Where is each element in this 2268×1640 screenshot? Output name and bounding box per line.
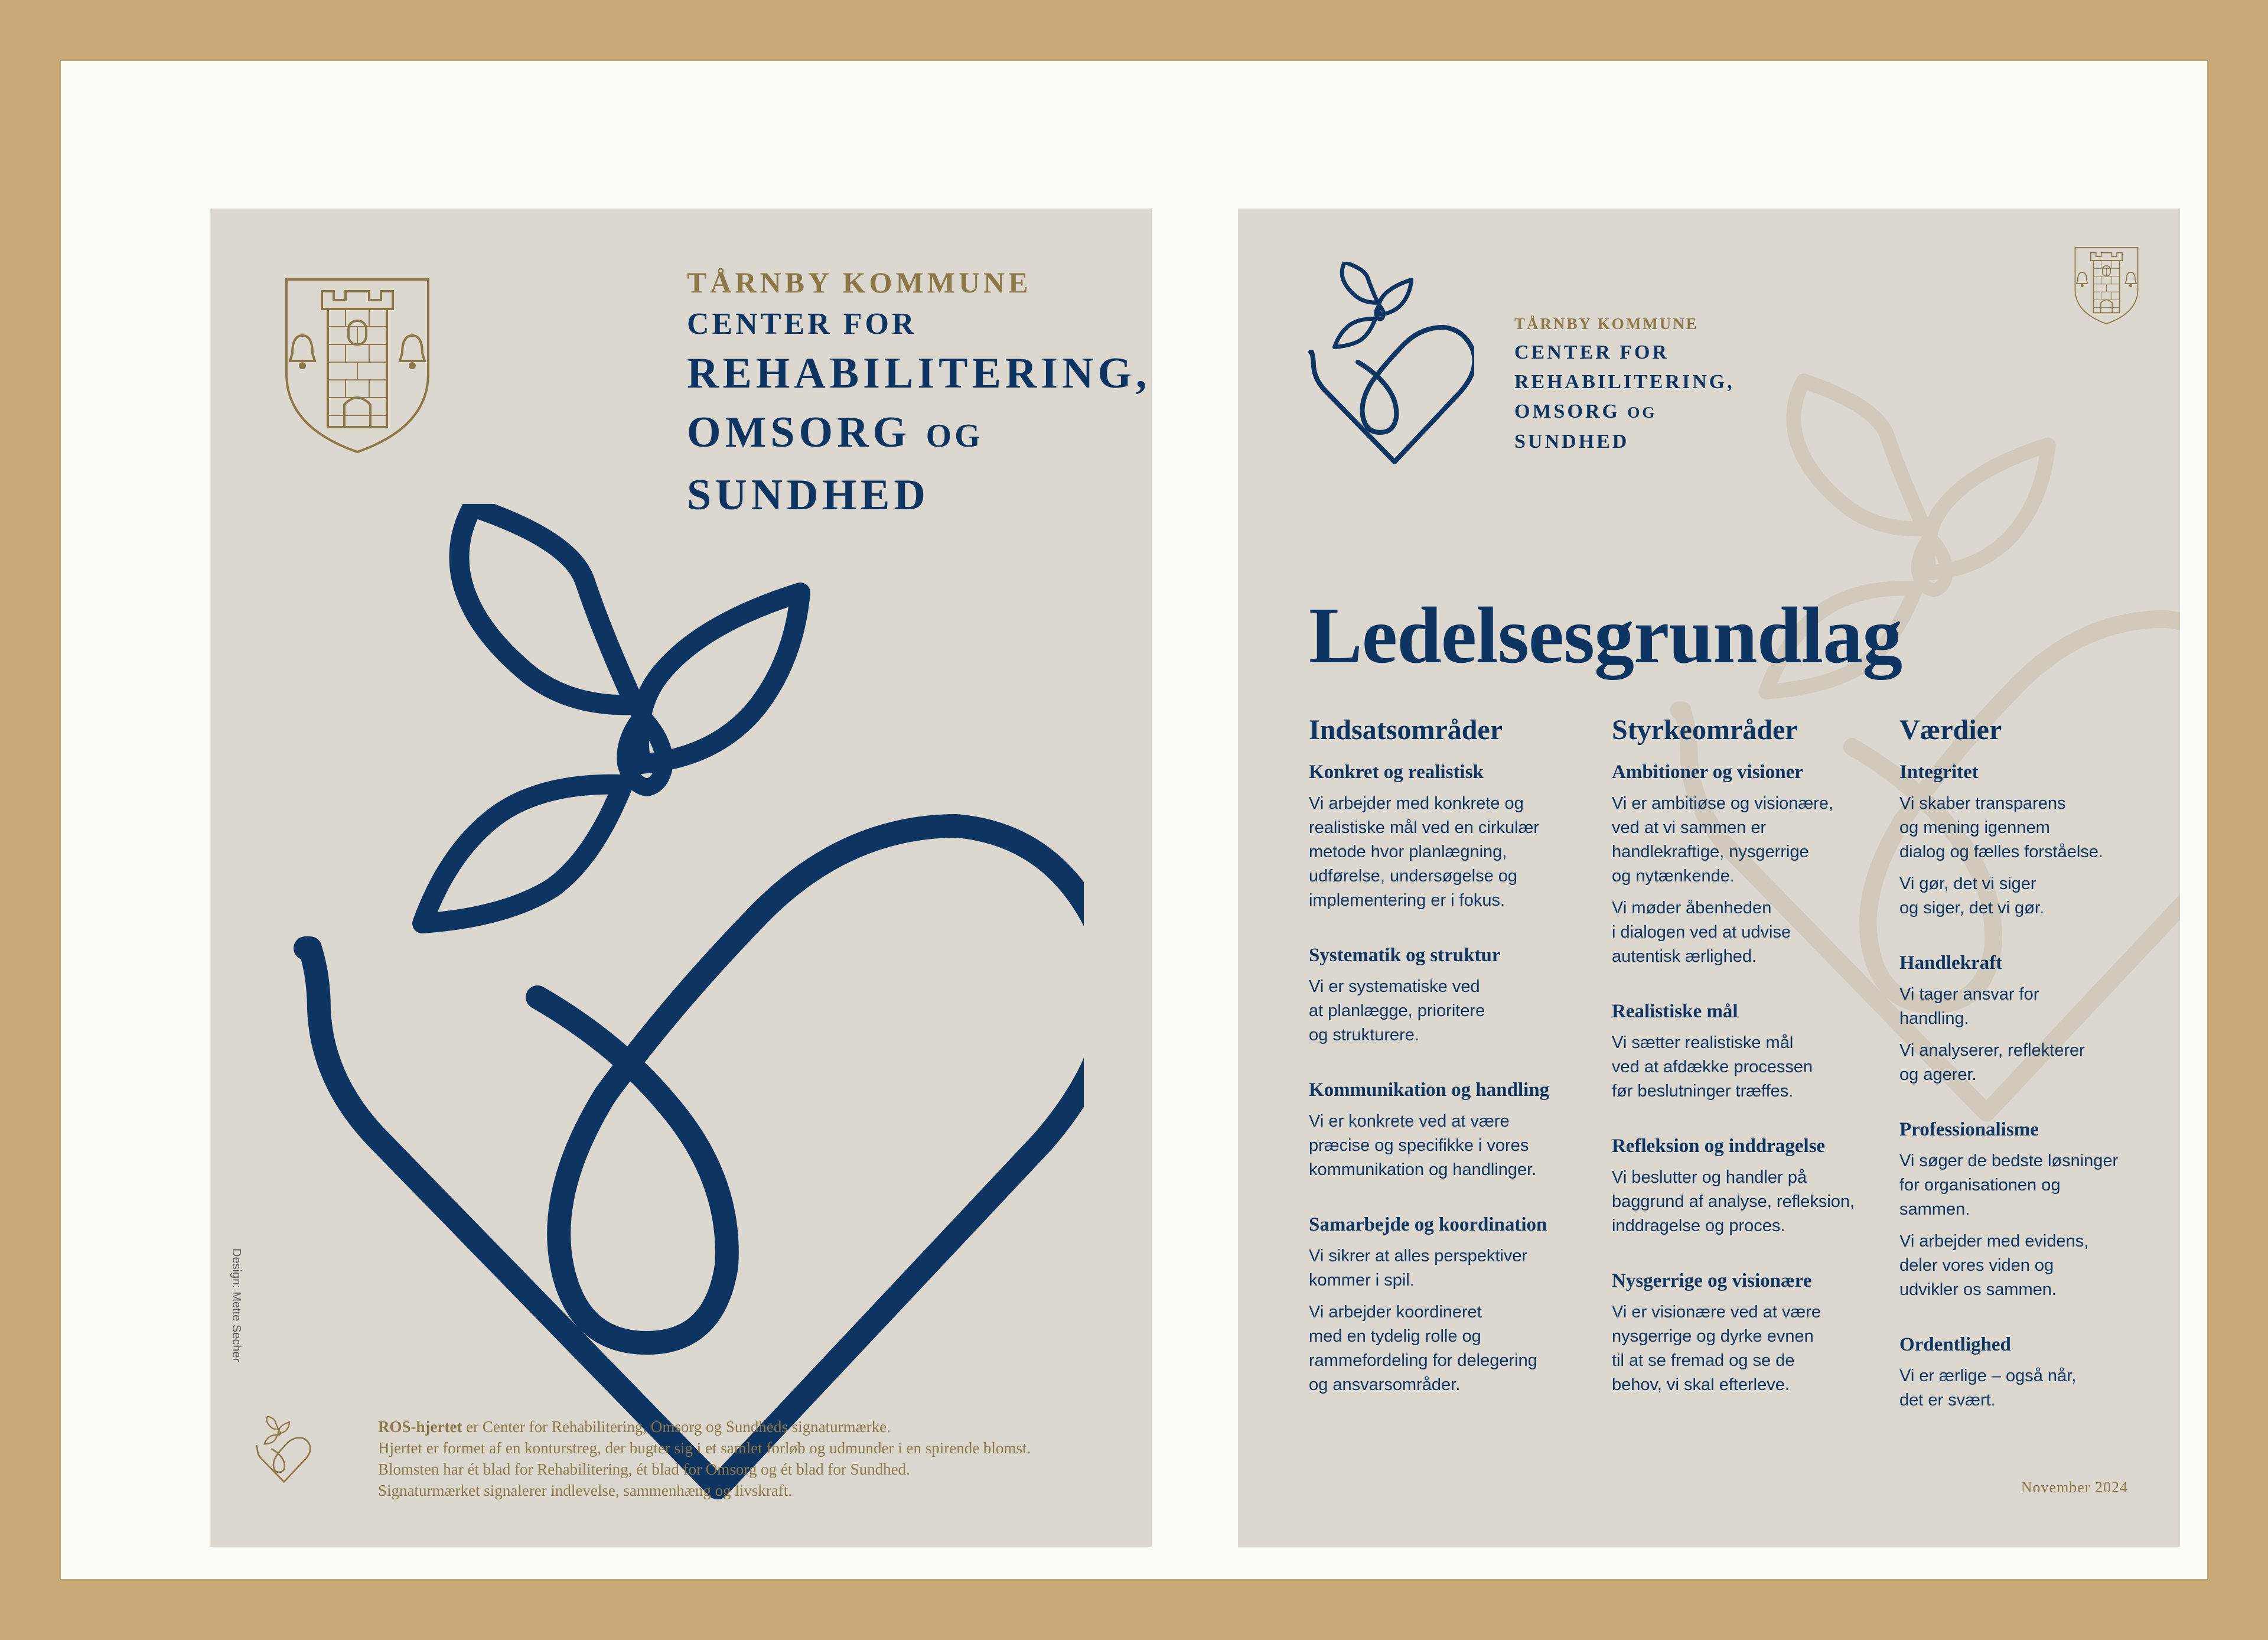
- column-styrkeomraader: [1612, 714, 1895, 1429]
- item-paragraph: Vi sætter realistiske mål ved at afdække processen før beslutninger træffes.: [1612, 1033, 1813, 1101]
- left-page: [210, 209, 1152, 1547]
- center-for-label: CENTER FOR: [687, 307, 917, 341]
- ros-heart-small-icon: [251, 1416, 313, 1484]
- title-line-2-main: OMSORG: [687, 408, 926, 457]
- design-credit-wrap: [231, 1248, 249, 1378]
- title-block: [687, 265, 1151, 525]
- item-title: Professionalisme: [1899, 1119, 2039, 1140]
- logo-line-3-main: OMSORG: [1514, 401, 1628, 422]
- item-paragraph: Vi er ærlige – også når, det er svært.: [1899, 1366, 2077, 1410]
- logo-org-label: TÅRNBY KOMMUNE: [1514, 315, 1699, 333]
- item-paragraph: Vi skaber transparens og mening igennem dialog og fælles forståelse.: [1899, 794, 2103, 861]
- tarnby-crest-small-icon: [2073, 244, 2140, 327]
- item-paragraph: Vi er visionære ved at være nysgerrige og dyrke evnen til at se fremad og se de behov, vi skal efterleve.: [1612, 1303, 1821, 1394]
- list-item: [1612, 1135, 1895, 1238]
- logo-line-1: CENTER FOR: [1514, 341, 1669, 363]
- list-item: [1612, 762, 1895, 969]
- item-title: Ordentlighed: [1899, 1334, 2011, 1355]
- list-item: [1309, 762, 1604, 913]
- item-paragraph: Vi sikrer at alles perspektiver kommer i spil.: [1309, 1247, 1528, 1290]
- list-item: [1899, 1334, 2180, 1413]
- logo-line-3: [1514, 397, 1735, 427]
- list-item: [1309, 945, 1604, 1047]
- design-credit: Design: Mette Secher: [230, 1248, 243, 1362]
- item-paragraph: Vi er systematiske ved at planlægge, prioritere og strukturere.: [1309, 977, 1485, 1044]
- ros-heart-logo-icon: [1303, 262, 1474, 468]
- mat-background: [61, 61, 2207, 1579]
- item-paragraph: Vi gør, det vi siger og siger, det vi gør.: [1899, 874, 2045, 917]
- item-title: Nysgerrige og visionære: [1612, 1270, 1812, 1291]
- title-line-3: SUNDHED: [687, 471, 930, 519]
- item-paragraph: Vi er ambitiøse og visionære, ved at vi sammen er handlekraftige, nysgerrige og nytænkende.: [1612, 794, 1834, 886]
- column-title: Styrkeområder: [1612, 714, 1798, 746]
- list-item: [1309, 1214, 1604, 1397]
- title-line-2: [687, 403, 1151, 466]
- list-item: [1612, 1001, 1895, 1104]
- item-title: Refleksion og inddragelse: [1612, 1135, 1826, 1157]
- column-title: Indsatsområder: [1309, 714, 1503, 746]
- list-item: [1899, 762, 2180, 920]
- list-item: [1309, 1079, 1604, 1182]
- item-paragraph: Vi analyserer, reflekterer og agerer.: [1899, 1041, 2085, 1084]
- footer-lead-rest: er Center for Rehabilitering, Omsorg og Sundheds signaturmærke.: [462, 1418, 891, 1436]
- tarnby-crest-icon: [281, 274, 434, 457]
- item-title: Systematik og struktur: [1309, 945, 1501, 966]
- title-line-1: REHABILITERING,: [687, 349, 1151, 398]
- item-title: Samarbejde og koordination: [1309, 1214, 1547, 1235]
- item-paragraph: Vi arbejder med konkrete og realistiske mål ved en cirkulær metode hvor planlægning, udførelse, undersøgelse og implementering er i fokus.: [1309, 794, 1540, 910]
- item-paragraph: Vi møder åbenheden i dialogen ved at udvise autentisk ærlighed.: [1612, 899, 1791, 966]
- item-paragraph: Vi arbejder koordineret med en tydelig rolle og rammefordeling for delegering og ansvarsområder.: [1309, 1303, 1537, 1394]
- logo-line-2: REHABILITERING,: [1514, 371, 1735, 393]
- item-paragraph: Vi beslutter og handler på baggrund af analyse, refleksion, inddragelse og proces.: [1612, 1168, 1855, 1235]
- logo-line-3-small: OG: [1627, 404, 1657, 421]
- item-title: Handlekraft: [1899, 952, 2003, 974]
- footer-line-1: [378, 1416, 1122, 1437]
- footer-text: [378, 1416, 1122, 1501]
- column-title: Værdier: [1899, 714, 2002, 746]
- title-line-2-small: OG: [926, 418, 983, 454]
- footer-line-3: Blomsten har ét blad for Rehabilitering, ét blad for Omsorg og ét blad for Sundhed.: [378, 1460, 910, 1478]
- item-title: Realistiske mål: [1612, 1001, 1738, 1022]
- footer-line-4: Signaturmærket signalerer indlevelse, sammenhæng og livskraft.: [378, 1482, 793, 1499]
- column-indsatsomraader: [1309, 714, 1604, 1429]
- logo-text: [1514, 315, 1735, 457]
- item-paragraph: Vi søger de bedste løsninger for organisationen og sammen.: [1899, 1151, 2119, 1219]
- column-vaerdier: [1899, 714, 2180, 1444]
- page-title: Ledelsesgrundlag: [1309, 591, 1902, 680]
- list-item: [1612, 1270, 1895, 1397]
- list-item: [1899, 952, 2180, 1087]
- date-label: November 2024: [2021, 1479, 2128, 1496]
- item-title: Kommunikation og handling: [1309, 1079, 1550, 1101]
- ros-heart-icon: [292, 504, 1084, 1520]
- item-paragraph: Vi arbejder med evidens, deler vores viden og udvikler os sammen.: [1899, 1232, 2089, 1299]
- right-page: [1238, 209, 2180, 1547]
- org-label: TÅRNBY KOMMUNE: [687, 266, 1032, 299]
- logo-line-4: SUNDHED: [1514, 431, 1630, 453]
- item-paragraph: Vi er konkrete ved at være præcise og specifikke i vores kommunikation og handlinger.: [1309, 1112, 1537, 1179]
- footer-lead-bold: ROS-hjertet: [378, 1418, 462, 1436]
- item-title: Integritet: [1899, 762, 1979, 783]
- item-title: Konkret og realistisk: [1309, 762, 1484, 783]
- item-title: Ambitioner og visioner: [1612, 762, 1803, 783]
- footer-line-2: Hjertet er formet af en konturstreg, der bugter sig i et samlet forløb og udmunder i en spirende blomst.: [378, 1439, 1031, 1457]
- item-paragraph: Vi tager ansvar for handling.: [1899, 985, 2039, 1028]
- list-item: [1899, 1119, 2180, 1302]
